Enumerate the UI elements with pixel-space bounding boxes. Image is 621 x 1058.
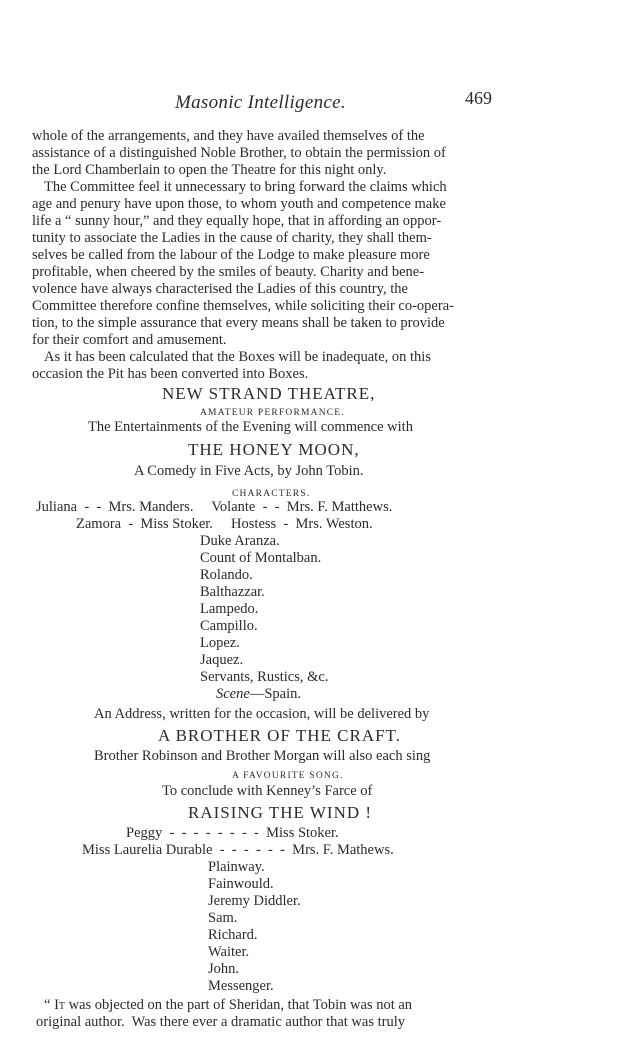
performance-type: AMATEUR PERFORMANCE.: [200, 408, 345, 418]
characters-heading: CHARACTERS.: [232, 489, 311, 499]
character-name: Servants, Rustics, &c.: [200, 669, 329, 685]
farce-character: Fainwould.: [208, 876, 274, 892]
intro-line: the Lord Chamberlain to open the Theatre for this night only.: [32, 162, 387, 178]
farce-character: Richard.: [208, 927, 258, 943]
character-name: Lopez.: [200, 635, 240, 651]
farce-character: Plainway.: [208, 859, 265, 875]
scene-line: [216, 686, 301, 703]
character-name: Count of Montalban.: [200, 550, 322, 566]
intro-line: tunity to associate the Ladies in the cause of charity, they shall them-: [32, 230, 432, 246]
intro-line: selves be called from the labour of the Lodge to make pleasure more: [32, 247, 430, 263]
farce-character: Jeremy Diddler.: [208, 893, 301, 909]
character-name: Rolando.: [200, 567, 253, 583]
farce-character: Waiter.: [208, 944, 250, 960]
address-line: An Address, written for the occasion, will be delivered by: [94, 706, 430, 722]
intro-line: assistance of a distinguished Noble Brother, to obtain the permission of: [32, 145, 446, 161]
running-head-title: Masonic Intelligence.: [175, 92, 346, 113]
character-name: Jaquez.: [200, 652, 244, 668]
play-title: THE HONEY MOON,: [188, 440, 360, 459]
song-line: Brother Robinson and Brother Morgan will also each sing: [94, 748, 431, 764]
character-name: Balthazzar.: [200, 584, 265, 600]
conclude-line: To conclude with Kenney’s Farce of: [162, 783, 373, 799]
farce-cast-line: Peggy - - - - - - - - Miss Stoker.: [126, 825, 339, 841]
farce-character: Sam.: [208, 910, 238, 926]
cast-line: Juliana - - Mrs. Manders. Volante - - Mrs. F. Matthews.: [36, 499, 393, 515]
scene-value: —Spain.: [249, 686, 301, 702]
farce-title: RAISING THE WIND !: [188, 803, 373, 822]
closing-dropcap: It: [54, 997, 65, 1013]
intro-line: profitable, when cheered by the smiles of beauty. Charity and bene-: [32, 264, 425, 280]
intro-line: for their comfort and amusement.: [32, 332, 227, 348]
closing-line-rest: was objected on the part of Sheridan, that Tobin was not an: [65, 997, 413, 1013]
farce-cast-line: Miss Laurelia Durable - - - - - - Mrs. F. Mathews.: [82, 842, 394, 858]
intro-line: The Committee feel it unnecessary to bring forward the claims which: [44, 179, 447, 195]
intro-line: As it has been calculated that the Boxes will be inadequate, on this: [44, 349, 431, 365]
character-name: Campillo.: [200, 618, 258, 634]
farce-character: John.: [208, 961, 240, 977]
intro-line: tion, to the simple assurance that every means shall be taken to provide: [32, 315, 445, 331]
character-name: Lampedo.: [200, 601, 259, 617]
theatre-name: NEW STRAND THEATRE,: [162, 384, 376, 403]
intro-line: occasion the Pit has been converted into Boxes.: [32, 366, 309, 382]
intro-line: whole of the arrangements, and they have availed themselves of the: [32, 128, 425, 144]
closing-line: original author. Was there ever a dramatic author that was truly: [36, 1014, 405, 1030]
intro-line: volence have always characterised the Ladies of this country, the: [32, 281, 408, 297]
open-quote: “: [44, 997, 55, 1013]
farce-character: Messenger.: [208, 978, 274, 994]
play-subtitle: A Comedy in Five Acts, by John Tobin.: [134, 463, 364, 479]
cast-line: Zamora - Miss Stoker. Hostess - Mrs. Weston.: [76, 516, 373, 532]
intro-line: Committee therefore confine themselves, while soliciting their co-opera-: [32, 298, 454, 314]
scene-label: Scene: [216, 686, 250, 702]
intro-line: age and penury have upon those, to whom youth and competence make: [32, 196, 446, 212]
page-number: 469: [465, 88, 492, 108]
closing-line: [44, 997, 412, 1014]
intro-line: life a “ sunny hour,” and they equally hope, that in affording an oppor-: [32, 213, 442, 229]
song-title: A FAVOURITE SONG.: [232, 771, 344, 781]
address-by: A BROTHER OF THE CRAFT.: [158, 726, 401, 745]
entertainments-line: The Entertainments of the Evening will commence with: [88, 419, 413, 435]
character-name: Duke Aranza.: [200, 533, 280, 549]
